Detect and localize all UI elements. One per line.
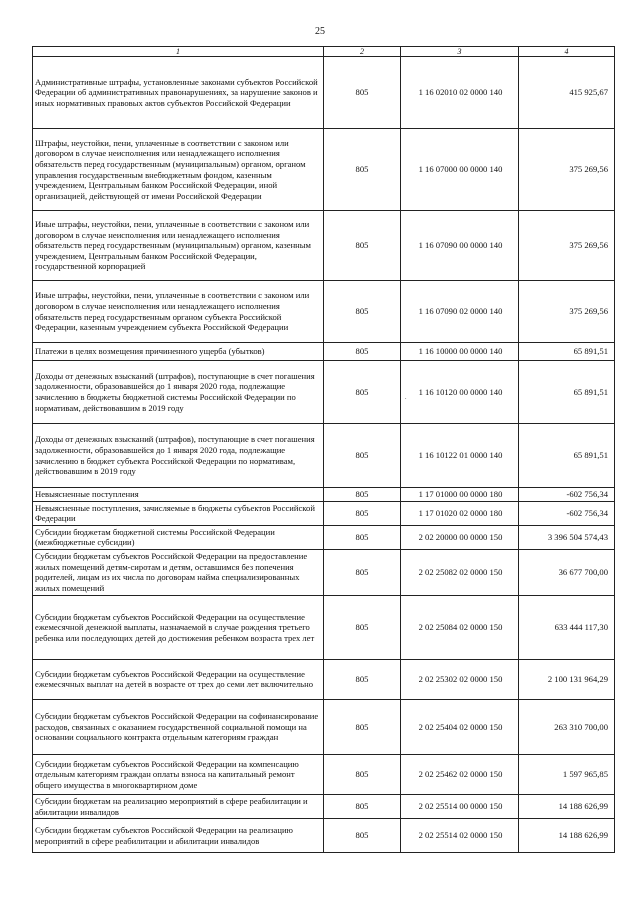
row-budget-code: 1 16 10122 01 0000 140 [401,424,519,488]
table-header-row [33,47,615,57]
row-budget-code: 1 16 02010 02 0000 140 [401,57,519,129]
row-amount: 375 269,56 [519,129,615,211]
row-amount: 65 891,51 [519,424,615,488]
row-amount: 633 444 117,30 [519,595,615,659]
revenue-table [32,46,615,853]
table-row [33,595,615,659]
row-description: Невыясненные поступления, зачисляемые в бюджеты субъектов Российской Федерации [33,501,324,525]
header-col-4: 4 [519,47,615,57]
table-row [33,343,615,361]
row-description: Субсидии бюджетам субъектов Российской Федерации на софинансирование расходов, связанных с оказанием государственной социальной помощи на основании социального контракта отдельным категориям граждан [33,699,324,754]
row-admin-code: 805 [324,754,401,794]
table-row [33,549,615,595]
row-admin-code: 805 [324,281,401,343]
row-budget-code: 1 17 01000 00 0000 180 [401,488,519,502]
row-amount: 263 310 700,00 [519,699,615,754]
row-amount: 14 188 626,99 [519,794,615,818]
table-row [33,488,615,502]
row-description: Доходы от денежных взысканий (штрафов), поступающие в счет погашения задолженности, образовавшейся до 1 января 2020 года, подлежащие зачислению в бюджеты бюджетной системы Российской Федерации по нормативам, действовавшим в 2019 году [33,361,324,424]
row-admin-code: 805 [324,819,401,853]
table-row [33,211,615,281]
row-budget-code: 2 02 20000 00 0000 150 [401,525,519,549]
table-row [33,699,615,754]
table-row [33,659,615,699]
header-col-3: 3 [401,47,519,57]
table-row [33,794,615,818]
row-amount: -602 756,34 [519,501,615,525]
row-budget-code: 1 17 01020 02 0000 180 [401,501,519,525]
row-budget-code: 1 16 10120 00 0000 140 [401,361,519,424]
row-description: Иные штрафы, неустойки, пени, уплаченные в соответствии с законом или договором в случае неисполнения или ненадлежащего исполнения обязательств перед государственным (муниципальным) органом, казенным учреждением, Центральным банком Российской Федерации, государственной корпорацией [33,211,324,281]
row-budget-code: 2 02 25302 02 0000 150 [401,659,519,699]
row-admin-code: 805 [324,699,401,754]
row-amount: -602 756,34 [519,488,615,502]
row-description: Административные штрафы, установленные законами субъектов Российской Федерации об административных правонарушениях, за нарушение законов и иных нормативных правовых актов субъектов Российской Федерации [33,57,324,129]
row-amount: 375 269,56 [519,211,615,281]
row-admin-code: 805 [324,794,401,818]
row-amount: 375 269,56 [519,281,615,343]
row-amount: 2 100 131 964,29 [519,659,615,699]
row-amount: 14 188 626,99 [519,819,615,853]
table-row [33,281,615,343]
row-admin-code: 805 [324,659,401,699]
row-budget-code: 2 02 25404 02 0000 150 [401,699,519,754]
row-admin-code: 805 [324,595,401,659]
page-number: 25 [315,26,325,37]
row-description: Платежи в целях возмещения причиненного ущерба (убытков) [33,343,324,361]
table-row [33,57,615,129]
table-row [33,525,615,549]
table-row [33,819,615,853]
row-description: Субсидии бюджетам субъектов Российской Федерации на реализацию мероприятий в сфере реабилитации и абилитации инвалидов [33,819,324,853]
table-row [33,424,615,488]
table-row [33,754,615,794]
scan-mark: . [405,395,407,401]
row-admin-code: 805 [324,129,401,211]
row-description: Субсидии бюджетам субъектов Российской Федерации на осуществление ежемесячной денежной выплаты, назначаемой в случае рождения третьего ребенка или последующих детей до достижения ребенком возраста трех лет [33,595,324,659]
row-description: Штрафы, неустойки, пени, уплаченные в соответствии с законом или договором в случае неисполнения или ненадлежащего исполнения обязательств перед государственным (муниципальным) органом, органом управления государственным внебюджетным фондом, казенным учреждением, Центральным банком Российской Федерации, иной организацией, действующей от имени Российской Федерации [33,129,324,211]
row-amount: 1 597 965,85 [519,754,615,794]
row-description: Доходы от денежных взысканий (штрафов), поступающие в счет погашения задолженности, образовавшейся до 1 января 2020 года, подлежащие зачислению в бюджет субъекта Российской Федерации по нормативам, действовавшим в 2019 году [33,424,324,488]
row-description: Иные штрафы, неустойки, пени, уплаченные в соответствии с законом или договором в случае неисполнения или ненадлежащего исполнения обязательств перед государственным органом субъекта Российской Федерации, казенным учреждением субъекта Российской Федерации [33,281,324,343]
row-amount: 3 396 504 574,43 [519,525,615,549]
row-amount: 36 677 700,00 [519,549,615,595]
row-budget-code: 1 16 10000 00 0000 140 [401,343,519,361]
header-col-2: 2 [324,47,401,57]
row-amount: 65 891,51 [519,343,615,361]
row-budget-code: 2 02 25514 00 0000 150 [401,794,519,818]
row-budget-code: 1 16 07000 00 0000 140 [401,129,519,211]
row-budget-code: 2 02 25462 02 0000 150 [401,754,519,794]
row-budget-code: 1 16 07090 00 0000 140 [401,211,519,281]
row-description: Субсидии бюджетам бюджетной системы Российской Федерации (межбюджетные субсидии) [33,525,324,549]
row-budget-code: 2 02 25514 02 0000 150 [401,819,519,853]
row-admin-code: 805 [324,525,401,549]
table-row [33,361,615,424]
row-description: Субсидии бюджетам субъектов Российской Федерации на предоставление жилых помещений детям-сиротам и детям, оставшимся без попечения родителей, лицам из их числа по договорам найма специализированных жилых помещений [33,549,324,595]
row-description: Субсидии бюджетам субъектов Российской Федерации на осуществление ежемесячных выплат на детей в возрасте от трех до семи лет включительно [33,659,324,699]
row-admin-code: 805 [324,501,401,525]
row-description: Субсидии бюджетам субъектов Российской Федерации на компенсацию отдельным категориям граждан оплаты взноса на капитальный ремонт общего имущества в многоквартирном доме [33,754,324,794]
row-admin-code: 805 [324,211,401,281]
row-amount: 415 925,67 [519,57,615,129]
row-budget-code: 2 02 25084 02 0000 150 [401,595,519,659]
row-admin-code: 805 [324,343,401,361]
row-description: Субсидии бюджетам на реализацию мероприятий в сфере реабилитации и абилитации инвалидов [33,794,324,818]
row-admin-code: 805 [324,361,401,424]
row-description: Невыясненные поступления [33,488,324,502]
revenue-table-container [32,46,614,853]
row-amount: 65 891,51 [519,361,615,424]
table-row [33,501,615,525]
row-admin-code: 805 [324,57,401,129]
row-budget-code: 1 16 07090 02 0000 140 [401,281,519,343]
header-col-1: 1 [33,47,324,57]
row-admin-code: 805 [324,488,401,502]
row-admin-code: 805 [324,424,401,488]
row-budget-code: 2 02 25082 02 0000 150 [401,549,519,595]
table-row [33,129,615,211]
row-admin-code: 805 [324,549,401,595]
